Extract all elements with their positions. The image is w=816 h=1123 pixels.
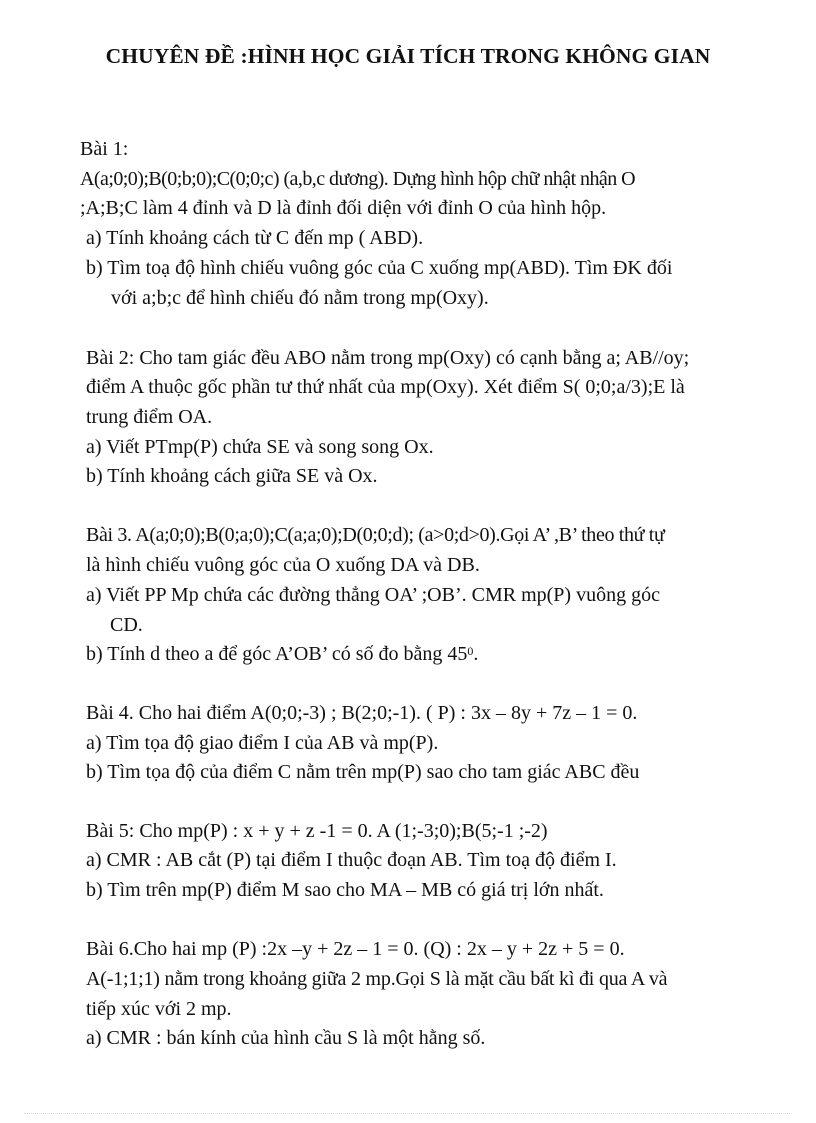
bai4-part-b: b) Tìm tọa độ của điểm C nằm trên mp(P) sao cho tam giác ABC đều: [86, 761, 640, 783]
bai1-heading: Bài 1:: [80, 138, 129, 160]
bai2-intro-line2: điểm A thuộc gốc phần tư thứ nhất của mp(Oxy). Xét điểm S( 0;0;a/3);E là: [86, 376, 685, 398]
bai1-part-b-line2: với a;b;c để hình chiếu đó nằm trong mp(Oxy).: [111, 287, 489, 309]
bai3-part-a-line1: a) Viết PP Mp chứa các đường thẳng OA’ ;OB’. CMR mp(P) vuông góc: [86, 584, 660, 606]
bai5-part-b: b) Tìm trên mp(P) điểm M sao cho MA – MB có giá trị lớn nhất.: [86, 879, 604, 901]
bai2-part-b: b) Tính khoảng cách giữa SE và Ox.: [86, 465, 378, 487]
bai3-intro-line1: Bài 3. A(a;0;0);B(0;a;0);C(a;a;0);D(0;0;d); (a>0;d>0).Gọi A’ ,B’ theo thứ tự: [86, 524, 665, 546]
bai2-intro-line3: trung điểm OA.: [86, 406, 213, 428]
bai5-intro: Bài 5: Cho mp(P) : x + y + z -1 = 0. A (1;-3;0);B(5;-1 ;-2): [86, 820, 548, 842]
bai6-intro-line3: tiếp xúc với 2 mp.: [86, 998, 232, 1020]
bai3-part-b-end: .: [473, 643, 479, 665]
bai1-intro-line1: A(a;0;0);B(0;b;0);C(0;0;c) (a,b,c dương). Dựng hình hộp chữ nhật nhận O: [80, 168, 636, 190]
bai6-part-a: a) CMR : bán kính của hình cầu S là một hằng số.: [86, 1027, 486, 1049]
bai3-part-a-line2: CD.: [110, 614, 143, 636]
page-title: CHUYÊN ĐỀ :HÌNH HỌC GIẢI TÍCH TRONG KHÔNG GIAN: [105, 44, 711, 68]
bai5-part-a: a) CMR : AB cắt (P) tại điểm I thuộc đoạn AB. Tìm toạ độ điểm I.: [86, 849, 617, 871]
degree-superscript: 0: [467, 644, 474, 658]
page-bottom-divider: [24, 1113, 792, 1114]
bai4-part-a: a) Tìm tọa độ giao điểm I của AB và mp(P).: [86, 732, 439, 754]
bai4-intro: Bài 4. Cho hai điểm A(0;0;-3) ; B(2;0;-1). ( P) : 3x – 8y + 7z – 1 = 0.: [86, 702, 638, 724]
bai3-intro-line2: là hình chiếu vuông góc của O xuống DA và DB.: [86, 554, 480, 576]
bai6-intro-line2: A(-1;1;1) nằm trong khoảng giữa 2 mp.Gọi S là mặt cầu bất kì đi qua A và: [86, 968, 668, 990]
bai1-part-b-line1: b) Tìm toạ độ hình chiếu vuông góc của C xuống mp(ABD). Tìm ĐK đối: [86, 257, 673, 279]
bai6-intro-line1: Bài 6.Cho hai mp (P) :2x –y + 2z – 1 = 0. (Q) : 2x – y + 2z + 5 = 0.: [86, 938, 625, 960]
bai2-part-a: a) Viết PTmp(P) chứa SE và song song Ox.: [86, 436, 434, 458]
bai3-part-b-text: b) Tính d theo a để góc A’OB’ có số đo bằng 45: [86, 643, 468, 665]
bai3-part-b: [86, 641, 478, 667]
bai1-part-a: a) Tính khoảng cách từ C đến mp ( ABD).: [86, 227, 424, 249]
bai2-intro-line1: Bài 2: Cho tam giác đều ABO nằm trong mp(Oxy) có cạnh bằng a; AB//oy;: [86, 347, 690, 369]
bai1-intro-line2: ;A;B;C làm 4 đỉnh và D là đỉnh đối diện với đỉnh O của hình hộp.: [80, 197, 607, 219]
